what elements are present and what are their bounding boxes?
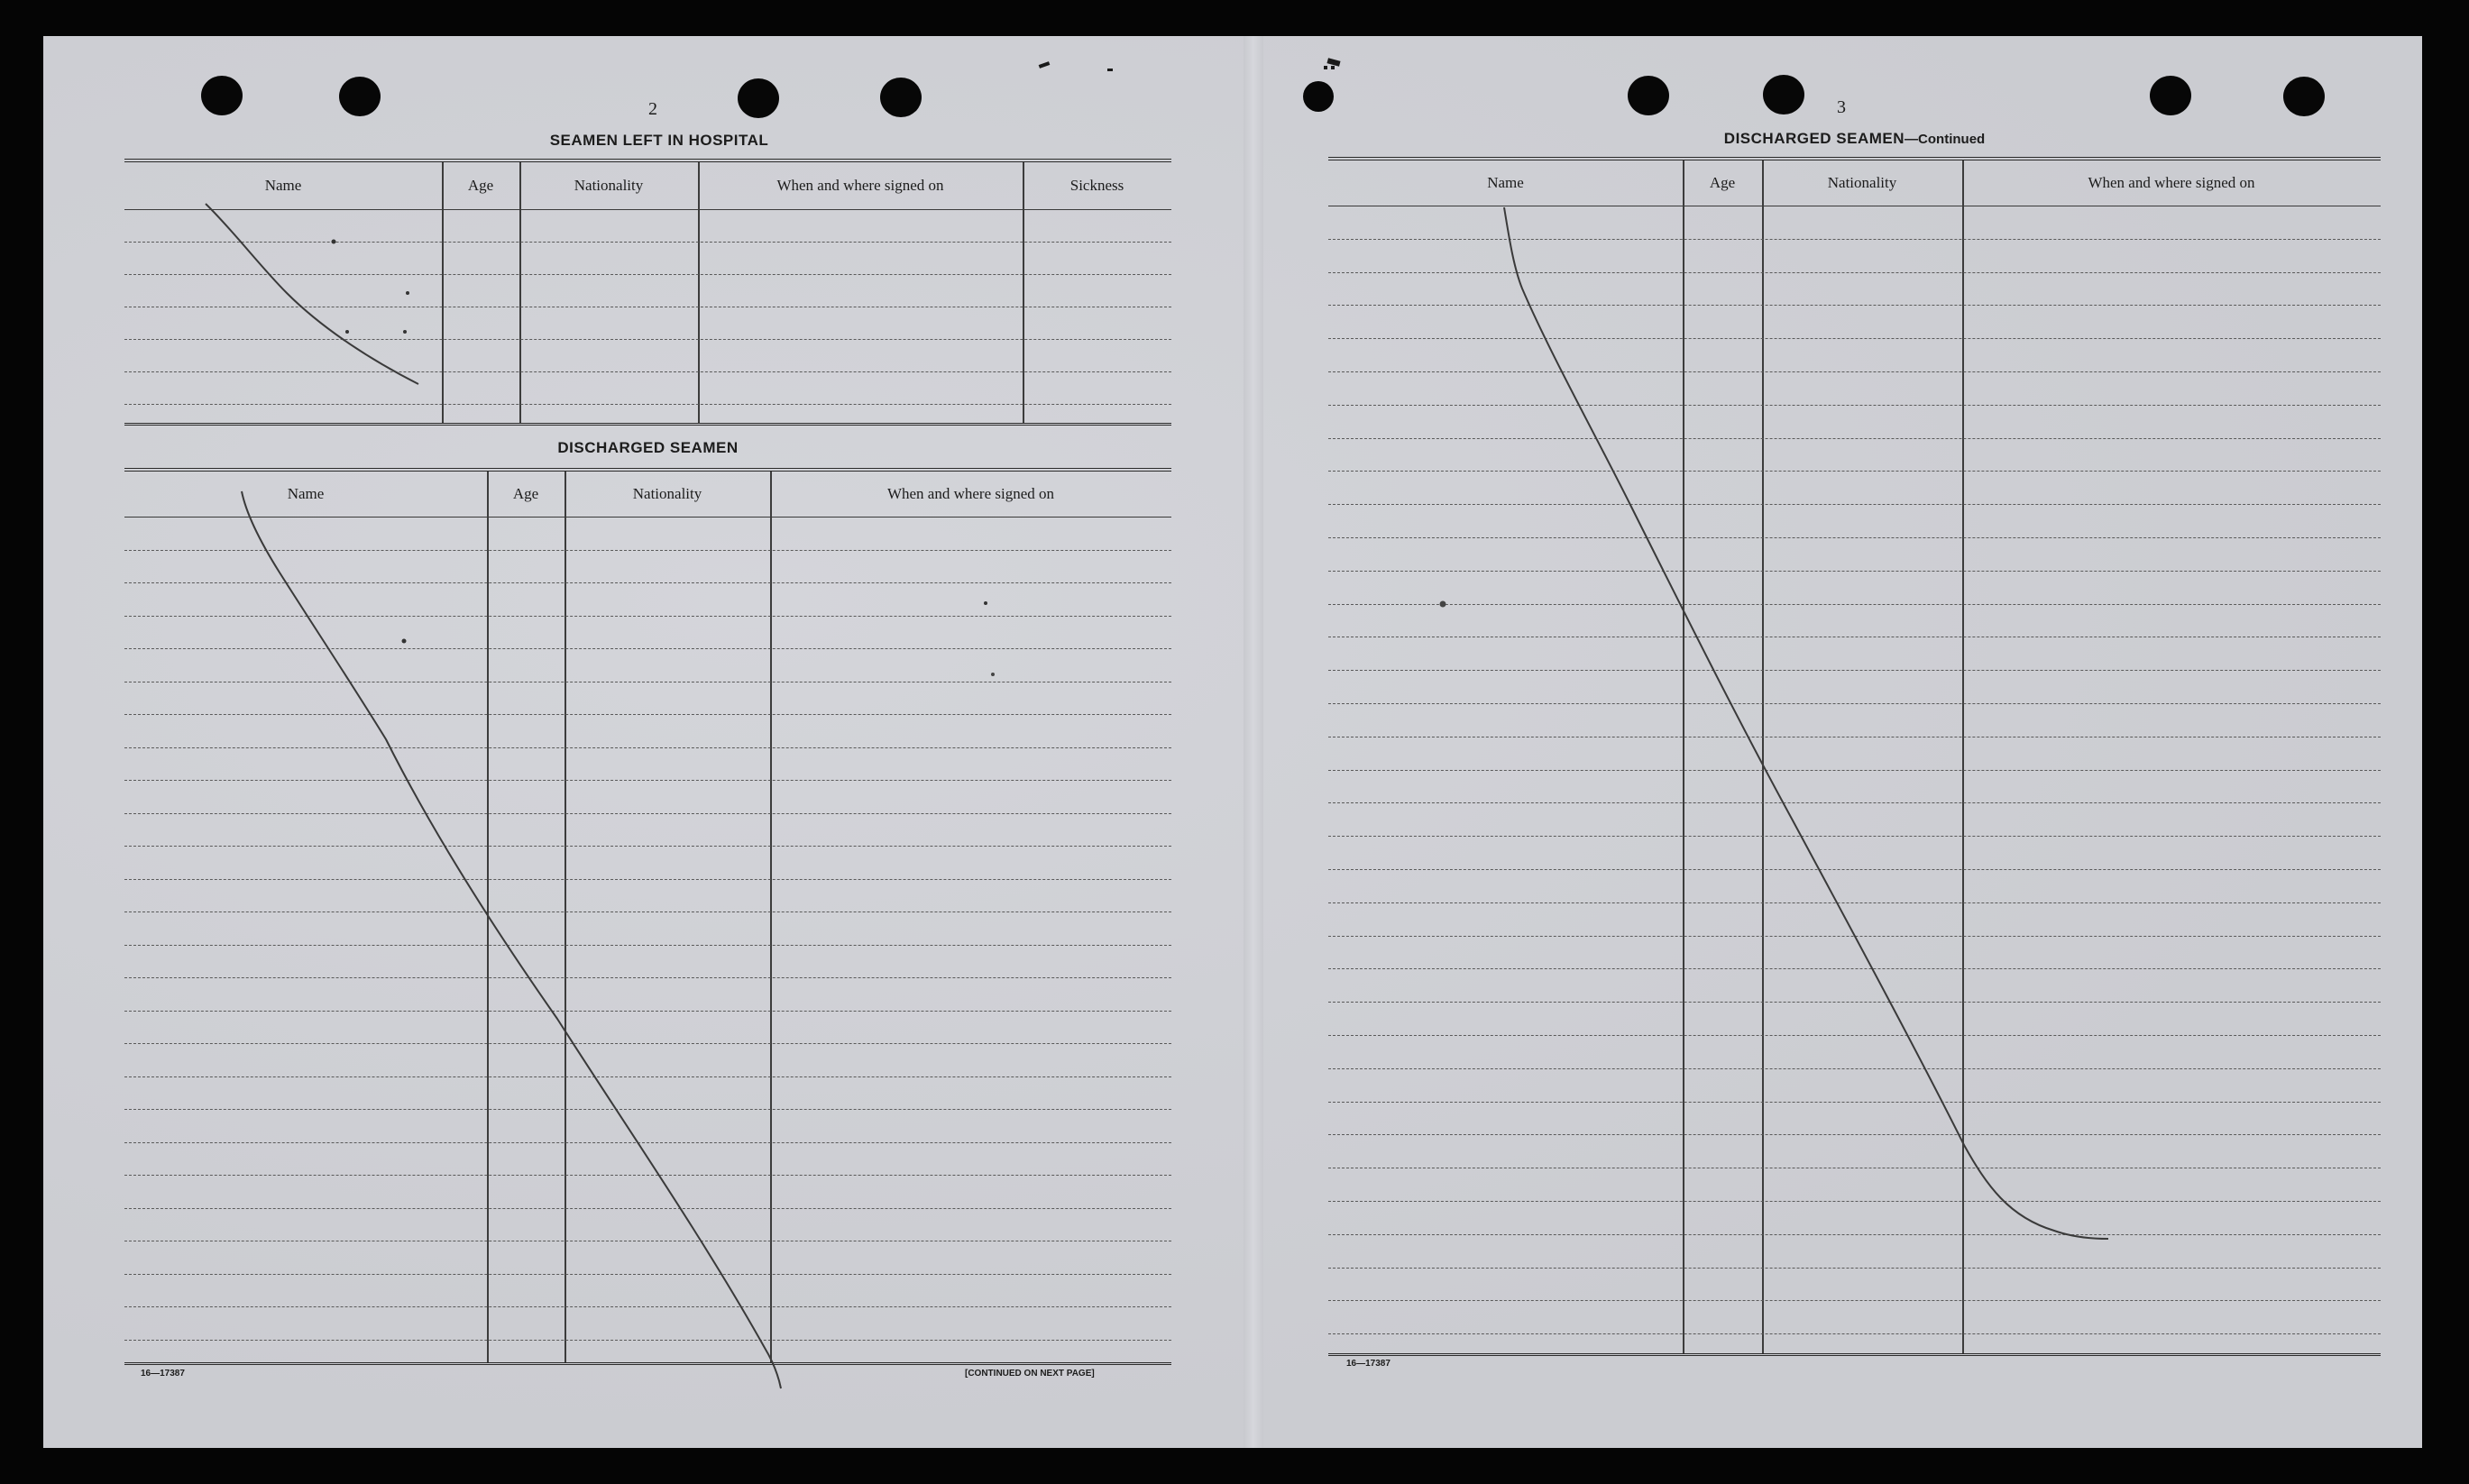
ruled-line bbox=[1328, 770, 2381, 771]
discharged-col-age: Age bbox=[512, 485, 539, 502]
ruled-line bbox=[1328, 1201, 2381, 1202]
ruled-line bbox=[124, 616, 1171, 617]
ruled-line bbox=[124, 1109, 1171, 1110]
ruled-line bbox=[124, 339, 1171, 340]
discharged-col-nationality: Nationality bbox=[632, 485, 702, 502]
ruled-line bbox=[124, 1142, 1171, 1143]
punch-hole bbox=[1303, 81, 1334, 112]
ruled-line bbox=[124, 274, 1171, 275]
ruled-line bbox=[124, 404, 1171, 405]
ruled-line bbox=[124, 879, 1171, 880]
ruled-line bbox=[1328, 1134, 2381, 1135]
ruled-line bbox=[1328, 1068, 2381, 1069]
discharged-continued-title-suffix: —Continued bbox=[1905, 132, 1986, 147]
ruled-line bbox=[124, 1274, 1171, 1275]
punch-hole bbox=[201, 76, 243, 115]
ruled-line bbox=[1328, 968, 2381, 969]
hospital-section-title: SEAMEN LEFT IN HOSPITAL bbox=[549, 132, 769, 149]
ruled-line bbox=[1328, 338, 2381, 339]
punch-hole bbox=[2283, 77, 2325, 116]
page-number-left: 2 bbox=[648, 99, 657, 119]
hospital-col-age: Age bbox=[467, 177, 494, 194]
discharged-col-name: Name bbox=[287, 485, 325, 502]
punch-hole bbox=[880, 78, 922, 117]
ruled-line bbox=[1328, 272, 2381, 273]
discharged-section-title: DISCHARGED SEAMEN bbox=[557, 439, 739, 456]
ruled-line bbox=[124, 1043, 1171, 1044]
ruled-line bbox=[124, 714, 1171, 715]
discharged-table bbox=[124, 468, 1171, 1365]
ruled-line bbox=[1328, 604, 2381, 605]
ruled-line bbox=[1328, 670, 2381, 671]
ruled-line bbox=[1328, 936, 2381, 937]
ruled-line bbox=[1328, 537, 2381, 538]
ink-speck bbox=[1331, 66, 1335, 69]
ruled-line bbox=[1328, 836, 2381, 837]
ruled-line bbox=[124, 747, 1171, 748]
ruled-line bbox=[124, 945, 1171, 946]
ruled-line bbox=[1328, 504, 2381, 505]
page-number-right: 3 bbox=[1837, 97, 1846, 117]
hospital-col-nationality: Nationality bbox=[574, 177, 644, 194]
ink-speck bbox=[1324, 66, 1327, 69]
page-fold bbox=[1244, 36, 1263, 1448]
ruled-line bbox=[124, 648, 1171, 649]
hospital-table-header bbox=[124, 162, 1171, 210]
ruled-line bbox=[1328, 371, 2381, 372]
ruled-line bbox=[124, 1340, 1171, 1341]
discharged-table-header bbox=[124, 472, 1171, 518]
document-sheet bbox=[43, 36, 2422, 1448]
ruled-line bbox=[124, 780, 1171, 781]
ruled-line bbox=[1328, 571, 2381, 572]
ruled-line bbox=[1328, 703, 2381, 704]
continued-note: [CONTINUED ON NEXT PAGE] bbox=[965, 1369, 1095, 1379]
ruled-line bbox=[124, 550, 1171, 551]
ruled-line bbox=[1328, 902, 2381, 903]
ruled-line bbox=[124, 1306, 1171, 1307]
punch-hole bbox=[1763, 75, 1804, 115]
ruled-line bbox=[1328, 1333, 2381, 1334]
punch-hole bbox=[738, 78, 779, 118]
ruled-line bbox=[1328, 438, 2381, 439]
discharged-continued-title-main: DISCHARGED SEAMEN bbox=[1723, 130, 1905, 147]
form-number-left: 16—17387 bbox=[141, 1369, 185, 1379]
ink-speck bbox=[1039, 61, 1051, 69]
discharged-continued-ruled-rows bbox=[1328, 206, 2381, 1353]
ruled-line bbox=[124, 582, 1171, 583]
discharged-continued-title bbox=[1328, 130, 2381, 148]
punch-hole bbox=[1628, 76, 1669, 115]
continued-col-when-where: When and where signed on bbox=[2088, 174, 2255, 191]
punch-hole bbox=[2150, 76, 2191, 115]
ruled-line bbox=[1328, 1035, 2381, 1036]
ruled-line bbox=[124, 813, 1171, 814]
ruled-line bbox=[1328, 1268, 2381, 1269]
punch-hole bbox=[339, 77, 381, 116]
ruled-line bbox=[124, 242, 1171, 243]
ruled-line bbox=[1328, 1300, 2381, 1301]
ruled-line bbox=[1328, 869, 2381, 870]
ruled-line bbox=[124, 1175, 1171, 1176]
ruled-line bbox=[124, 911, 1171, 912]
form-number-right: 16—17387 bbox=[1346, 1359, 1391, 1369]
ruled-line bbox=[1328, 1102, 2381, 1103]
ruled-line bbox=[124, 846, 1171, 847]
ruled-line bbox=[124, 371, 1171, 372]
hospital-table bbox=[124, 159, 1171, 426]
hospital-col-sickness: Sickness bbox=[1069, 177, 1124, 194]
ruled-line bbox=[124, 1011, 1171, 1012]
continued-col-name: Name bbox=[1487, 174, 1524, 191]
ink-speck bbox=[1107, 69, 1113, 71]
continued-col-age: Age bbox=[1709, 174, 1736, 191]
hospital-ruled-rows bbox=[124, 209, 1171, 423]
hospital-col-name: Name bbox=[264, 177, 302, 194]
discharged-col-when-where: When and where signed on bbox=[886, 485, 1055, 502]
ruled-line bbox=[1328, 471, 2381, 472]
ruled-line bbox=[1328, 305, 2381, 306]
discharged-continued-table-header bbox=[1328, 160, 2381, 206]
ruled-line bbox=[124, 1208, 1171, 1209]
ruled-line bbox=[124, 1076, 1171, 1077]
ruled-line bbox=[1328, 405, 2381, 406]
ruled-line bbox=[1328, 802, 2381, 803]
discharged-continued-table bbox=[1328, 157, 2381, 1356]
continued-col-nationality: Nationality bbox=[1827, 174, 1897, 191]
hospital-col-when-where: When and where signed on bbox=[776, 177, 944, 194]
ink-speck bbox=[1326, 58, 1340, 66]
ruled-line bbox=[1328, 239, 2381, 240]
ruled-line bbox=[1328, 1234, 2381, 1235]
ruled-line bbox=[1328, 1002, 2381, 1003]
discharged-ruled-rows bbox=[124, 517, 1171, 1362]
ruled-line bbox=[124, 977, 1171, 978]
